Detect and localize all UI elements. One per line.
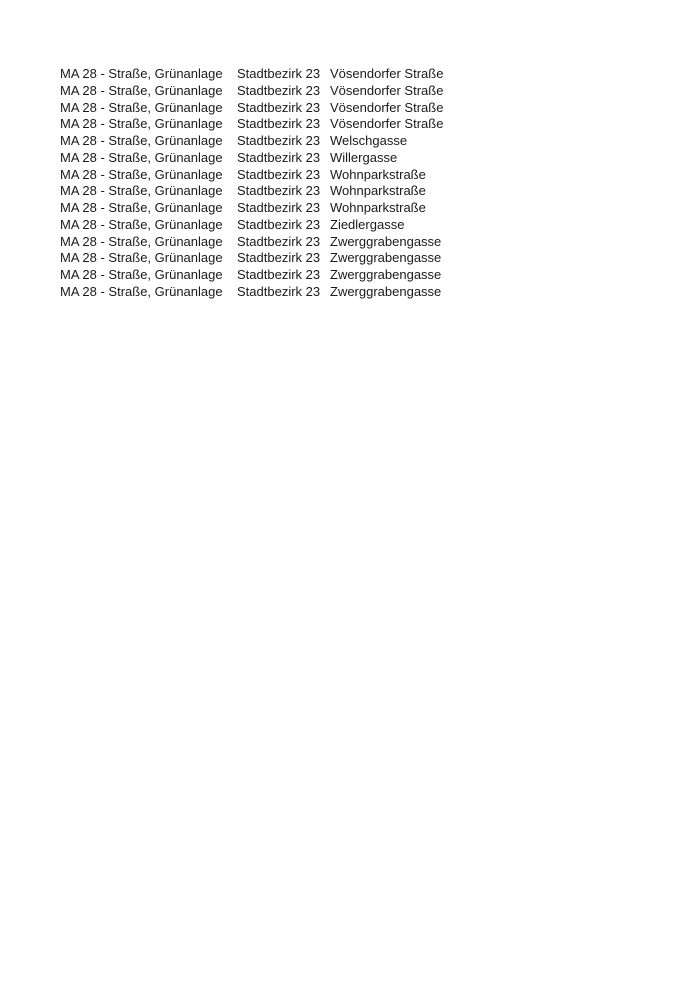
table-row	[60, 133, 443, 150]
table-row	[60, 167, 443, 184]
street-cell: Vösendorfer Straße	[330, 116, 444, 132]
street-cell: Ziedlergasse	[330, 216, 405, 232]
department-cell: MA 28 - Straße, Grünanlage	[60, 116, 223, 132]
table-row	[60, 200, 443, 217]
department-cell: MA 28 - Straße, Grünanlage	[60, 233, 223, 249]
table-row	[60, 150, 443, 167]
department-cell: MA 28 - Straße, Grünanlage	[60, 166, 223, 182]
table-row	[60, 83, 443, 100]
district-cell: Stadtbezirk 23	[237, 183, 321, 199]
street-cell: Wohnparkstraße	[330, 183, 426, 199]
district-cell: Stadtbezirk 23	[237, 99, 321, 115]
street-cell: Zwerggrabengasse	[330, 233, 442, 249]
table-row	[60, 183, 443, 200]
department-cell: MA 28 - Straße, Grünanlage	[60, 216, 223, 232]
table-row	[60, 250, 443, 267]
district-cell: Stadtbezirk 23	[237, 149, 321, 165]
district-cell: Stadtbezirk 23	[237, 133, 321, 148]
street-cell: Wohnparkstraße	[330, 200, 426, 215]
district-cell: Stadtbezirk 23	[237, 216, 321, 232]
table-row	[60, 100, 443, 117]
street-cell: Zwerggrabengasse	[330, 283, 442, 299]
district-cell: Stadtbezirk 23	[237, 250, 321, 266]
district-cell: Stadtbezirk 23	[237, 283, 321, 299]
table-row	[60, 66, 443, 83]
department-cell: MA 28 - Straße, Grünanlage	[60, 66, 223, 81]
district-cell: Stadtbezirk 23	[237, 267, 321, 282]
district-cell: Stadtbezirk 23	[237, 82, 321, 98]
department-cell: MA 28 - Straße, Grünanlage	[60, 133, 223, 148]
street-cell: Vösendorfer Straße	[330, 66, 444, 81]
department-cell: MA 28 - Straße, Grünanlage	[60, 200, 223, 215]
street-cell: Vösendorfer Straße	[330, 99, 444, 115]
street-cell: Wohnparkstraße	[330, 166, 426, 182]
street-cell: Willergasse	[330, 149, 398, 165]
table-row	[60, 234, 443, 251]
street-cell: Zwerggrabengasse	[330, 250, 442, 266]
department-cell: MA 28 - Straße, Grünanlage	[60, 267, 223, 282]
department-cell: MA 28 - Straße, Grünanlage	[60, 250, 223, 266]
street-cell: Zwerggrabengasse	[330, 267, 442, 282]
district-cell: Stadtbezirk 23	[237, 233, 321, 249]
table-row	[60, 267, 443, 284]
table-row	[60, 284, 443, 301]
street-list	[60, 66, 443, 301]
table-row	[60, 217, 443, 234]
street-cell: Vösendorfer Straße	[330, 82, 444, 98]
district-cell: Stadtbezirk 23	[237, 116, 321, 132]
district-cell: Stadtbezirk 23	[237, 66, 321, 81]
district-cell: Stadtbezirk 23	[237, 200, 321, 215]
department-cell: MA 28 - Straße, Grünanlage	[60, 149, 223, 165]
table-row	[60, 116, 443, 133]
department-cell: MA 28 - Straße, Grünanlage	[60, 183, 223, 199]
department-cell: MA 28 - Straße, Grünanlage	[60, 99, 223, 115]
district-cell: Stadtbezirk 23	[237, 166, 321, 182]
department-cell: MA 28 - Straße, Grünanlage	[60, 283, 223, 299]
department-cell: MA 28 - Straße, Grünanlage	[60, 82, 223, 98]
street-cell: Welschgasse	[330, 133, 408, 148]
